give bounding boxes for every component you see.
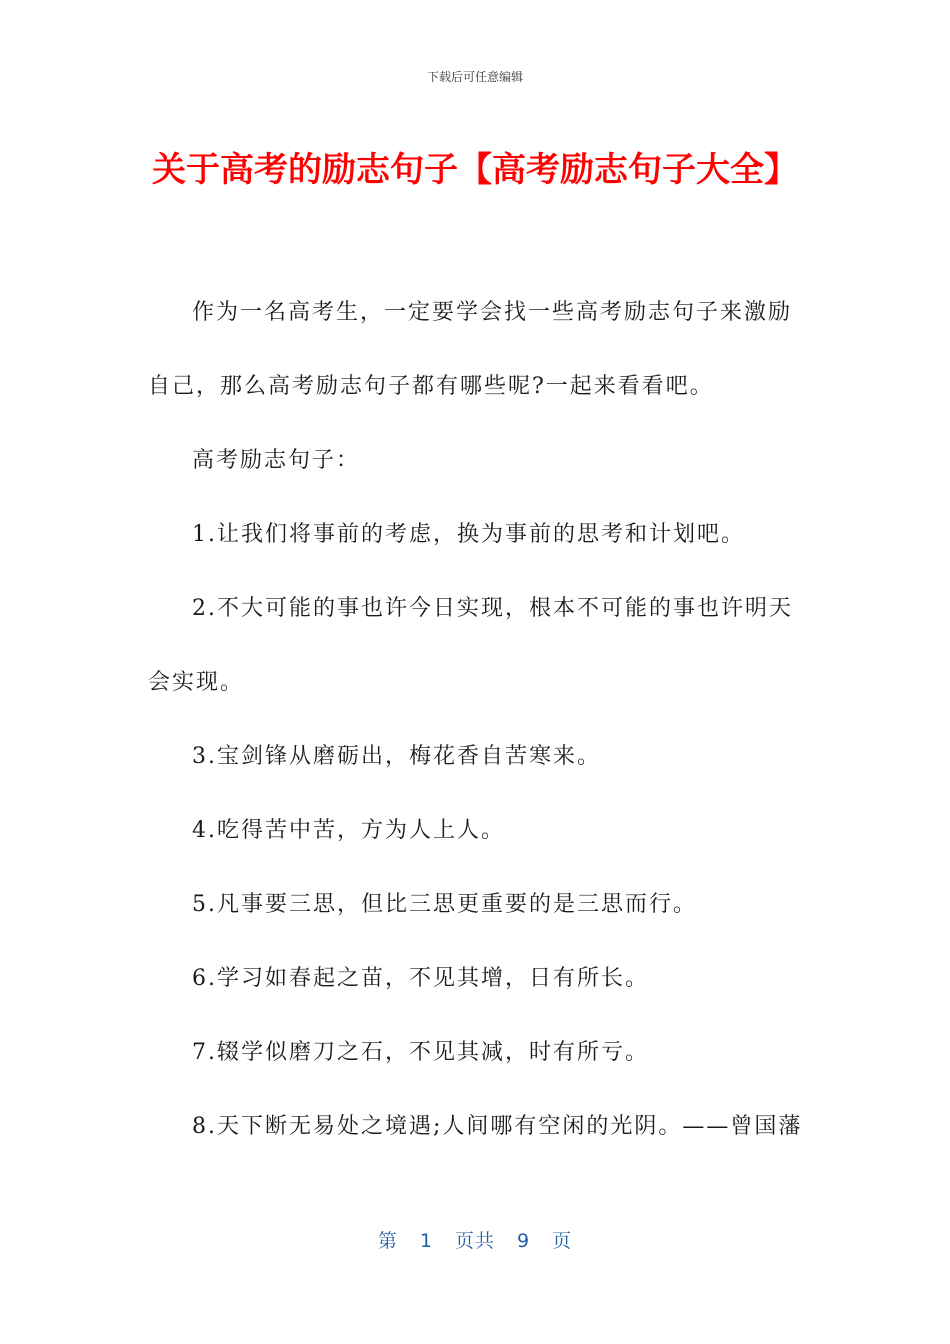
quote-item: 6.学习如春起之苗，不见其增，日有所长。 (192, 966, 649, 991)
paragraph-intro: 作为一名高考生，一定要学会找一些高考励志句子来激励自己，那么高考励志句子都有哪些呢?一起来看看吧。 (148, 300, 793, 399)
page-current: 1 (419, 1230, 433, 1252)
page-total: 9 (517, 1230, 531, 1252)
document-body (148, 276, 808, 1164)
page-mid: 页共 (454, 1230, 495, 1252)
page-suffix: 页 (552, 1230, 573, 1252)
paragraph-heading: 高考励志句子： (192, 448, 361, 473)
quote-item: 5.凡事要三思，但比三思更重要的是三思而行。 (192, 892, 697, 917)
quote-item: 8.天下断无易处之境遇;人间哪有空闲的光阴。——曾国藩 (192, 1114, 803, 1139)
page-prefix: 第 (377, 1230, 398, 1252)
quote-item: 2.不大可能的事也许今日实现，根本不可能的事也许明天会实现。 (148, 596, 793, 695)
quote-item: 3.宝剑锋从磨砺出，梅花香自苦寒来。 (192, 744, 601, 769)
page-footer (0, 1226, 950, 1253)
quote-item: 1.让我们将事前的考虑，换为事前的思考和计划吧。 (192, 522, 745, 547)
header-note: 下载后可任意编辑 (426, 70, 523, 84)
quote-item: 7.辍学似磨刀之石，不见其减，时有所亏。 (192, 1040, 649, 1065)
document-title: 关于高考的励志句子【高考励志句子大全】 (152, 150, 798, 190)
quote-item: 4.吃得苦中苦，方为人上人。 (192, 818, 505, 843)
